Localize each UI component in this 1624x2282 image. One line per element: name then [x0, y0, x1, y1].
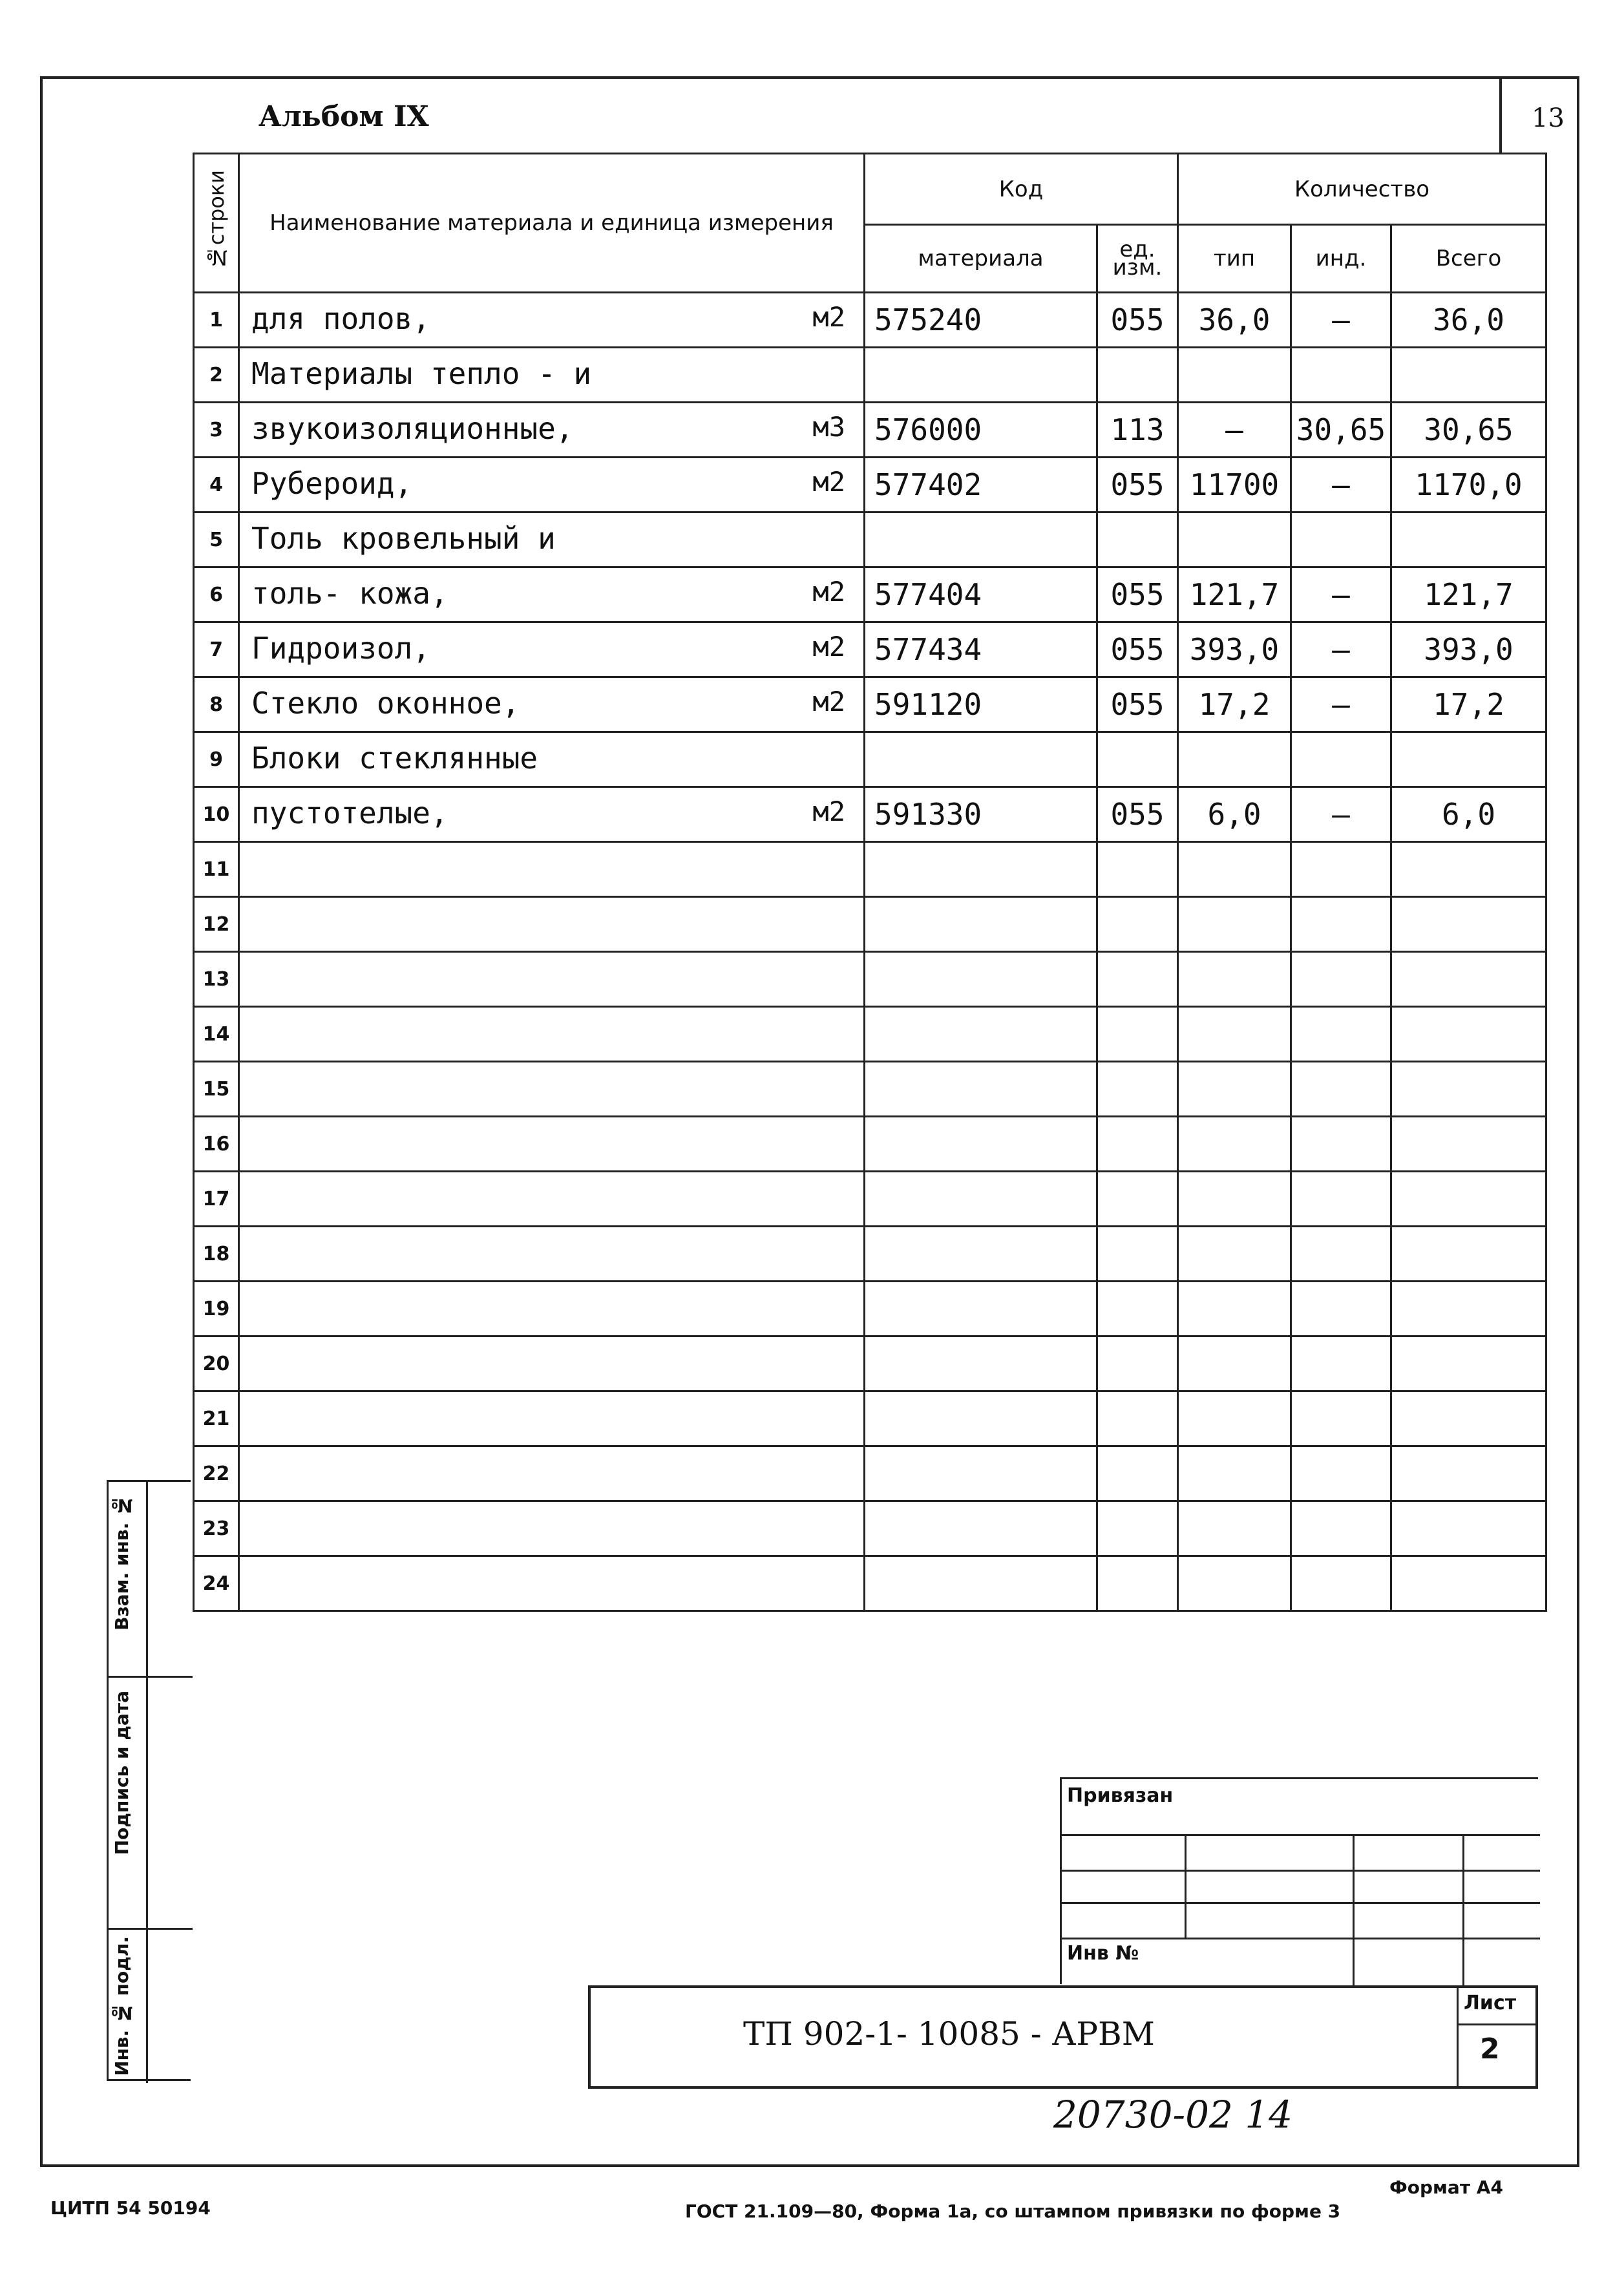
quantity-ind: [1291, 1062, 1391, 1117]
quantity-type: 393,0: [1178, 622, 1291, 677]
quantity-ind: —: [1291, 677, 1391, 732]
table-row: [194, 622, 1546, 677]
material-name-cell: [239, 1117, 865, 1172]
quantity-type: [1178, 1007, 1291, 1062]
quantity-type: [1178, 1391, 1291, 1446]
quantity-type: 6,0: [1178, 787, 1291, 842]
quantity-ind: —: [1291, 293, 1391, 348]
row-number: 1: [194, 293, 239, 348]
row-number: 15: [194, 1062, 239, 1117]
material-name-cell: [239, 1336, 865, 1391]
quantity-total: [1391, 1282, 1546, 1336]
header-q-total: Всего: [1391, 225, 1546, 293]
material-name-cell: [239, 1282, 865, 1336]
table-row: [194, 1062, 1546, 1117]
quantity-ind: [1291, 732, 1391, 787]
row-number: 18: [194, 1227, 239, 1282]
material-name-cell: [239, 403, 865, 458]
material-name: Материалы тепло - и: [251, 356, 592, 391]
material-unit: м2: [812, 796, 845, 827]
header-row-number: №строки: [194, 154, 239, 293]
table-row: [194, 952, 1546, 1007]
material-name-cell: [239, 1062, 865, 1117]
material-name: для полов,: [251, 301, 430, 336]
quantity-ind: —: [1291, 787, 1391, 842]
material-name-cell: [239, 787, 865, 842]
row-number: 9: [194, 732, 239, 787]
quantity-total: [1391, 952, 1546, 1007]
table-row: [194, 458, 1546, 512]
approved-label: Привязан: [1067, 1784, 1174, 1807]
table-row: [194, 842, 1546, 897]
stamp-line: [1062, 1834, 1540, 1836]
row-number: 12: [194, 897, 239, 952]
stamp-line: [1185, 1834, 1186, 1938]
material-unit: м2: [812, 631, 845, 662]
material-code: 591330: [865, 787, 1097, 842]
orig-inv-label: Инв. № подл.: [111, 1936, 132, 2076]
quantity-type: [1178, 732, 1291, 787]
unit-code: [1097, 348, 1178, 403]
header-code: Код: [865, 154, 1178, 225]
material-name-cell: [239, 622, 865, 677]
quantity-type: [1178, 1227, 1291, 1282]
quantity-type: [1178, 1172, 1291, 1227]
row-number: 10: [194, 787, 239, 842]
table-row: [194, 1501, 1546, 1556]
table-row: [194, 1117, 1546, 1172]
row-number: 14: [194, 1007, 239, 1062]
row-number: 21: [194, 1391, 239, 1446]
material-name-cell: [239, 842, 865, 897]
material-name-cell: [239, 1391, 865, 1446]
unit-code: 055: [1097, 293, 1178, 348]
quantity-ind: [1291, 897, 1391, 952]
material-code: [865, 1117, 1097, 1172]
material-unit: м2: [812, 466, 845, 498]
quantity-total: 6,0: [1391, 787, 1546, 842]
unit-code: [1097, 1336, 1178, 1391]
row-number: 17: [194, 1172, 239, 1227]
material-name: Стекло оконное,: [251, 686, 520, 721]
unit-code: [1097, 952, 1178, 1007]
quantity-ind: [1291, 1501, 1391, 1556]
quantity-ind: 30,65: [1291, 403, 1391, 458]
material-name: Толь кровельный и: [251, 521, 556, 556]
table-body: [194, 293, 1546, 1611]
row-number: 11: [194, 842, 239, 897]
quantity-type: [1178, 842, 1291, 897]
material-name-cell: [239, 512, 865, 567]
inv-no-label: Инв №: [1067, 1942, 1139, 1965]
quantity-type: 36,0: [1178, 293, 1291, 348]
stamp-line: [1062, 1870, 1540, 1872]
material-name-cell: [239, 897, 865, 952]
material-name-cell: [239, 1501, 865, 1556]
material-name: толь- кожа,: [251, 576, 448, 611]
format-label: Формат А4: [1389, 2177, 1503, 2198]
album-title: Альбом IX: [258, 100, 429, 133]
table-row: [194, 1391, 1546, 1446]
quantity-total: [1391, 512, 1546, 567]
table-row: [194, 1227, 1546, 1282]
quantity-total: [1391, 348, 1546, 403]
quantity-type: 11700: [1178, 458, 1291, 512]
quantity-total: 36,0: [1391, 293, 1546, 348]
unit-code: 113: [1097, 403, 1178, 458]
quantity-total: [1391, 1172, 1546, 1227]
table-row: [194, 787, 1546, 842]
header-name: Наименование материала и единица измерения: [239, 154, 865, 293]
material-name-cell: [239, 293, 865, 348]
header-quantity: Количество: [1178, 154, 1546, 225]
unit-code: [1097, 1391, 1178, 1446]
row-number: 13: [194, 952, 239, 1007]
quantity-type: [1178, 952, 1291, 1007]
quantity-ind: [1291, 1391, 1391, 1446]
quantity-ind: [1291, 1336, 1391, 1391]
unit-code: [1097, 897, 1178, 952]
quantity-ind: [1291, 1556, 1391, 1611]
sign-date-label: Подпись и дата: [111, 1691, 132, 1855]
quantity-total: 121,7: [1391, 567, 1546, 622]
row-number: 8: [194, 677, 239, 732]
quantity-ind: [1291, 512, 1391, 567]
material-code: [865, 1336, 1097, 1391]
material-unit: м2: [812, 301, 845, 333]
material-code: 577404: [865, 567, 1097, 622]
unit-code: [1097, 1007, 1178, 1062]
quantity-type: 17,2: [1178, 677, 1291, 732]
stamp-line: [1353, 1834, 1355, 1986]
material-code: [865, 952, 1097, 1007]
material-name-cell: [239, 1556, 865, 1611]
sign-date-cell: [109, 1676, 193, 1928]
table-row: [194, 677, 1546, 732]
material-name-cell: [239, 1172, 865, 1227]
table-row: [194, 567, 1546, 622]
row-number: 7: [194, 622, 239, 677]
material-code: [865, 1227, 1097, 1282]
table-row: [194, 348, 1546, 403]
quantity-total: [1391, 897, 1546, 952]
row-number: 4: [194, 458, 239, 512]
quantity-total: [1391, 1391, 1546, 1446]
quantity-type: [1178, 897, 1291, 952]
material-name: пустотелые,: [251, 796, 448, 830]
quantity-total: [1391, 1007, 1546, 1062]
quantity-total: [1391, 1227, 1546, 1282]
material-name: Блоки стеклянные: [251, 741, 538, 776]
quantity-total: [1391, 1556, 1546, 1611]
table-row: [194, 1172, 1546, 1227]
quantity-type: [1178, 1062, 1291, 1117]
unit-code: 055: [1097, 458, 1178, 512]
header-code-material: материала: [865, 225, 1097, 293]
material-code: [865, 1007, 1097, 1062]
material-name-cell: [239, 732, 865, 787]
quantity-type: [1178, 1336, 1291, 1391]
table-row: [194, 732, 1546, 787]
quantity-total: 17,2: [1391, 677, 1546, 732]
unit-code: [1097, 1172, 1178, 1227]
stamp-line: [1062, 1938, 1540, 1939]
material-code: [865, 1282, 1097, 1336]
material-code: 575240: [865, 293, 1097, 348]
material-code: [865, 1172, 1097, 1227]
quantity-ind: [1291, 1446, 1391, 1501]
sheet-number: 2: [1480, 2033, 1500, 2065]
footer-left-code: ЦИТП 54 50194: [50, 2197, 211, 2219]
materials-table: [193, 153, 1547, 1612]
quantity-ind: [1291, 348, 1391, 403]
row-number: 23: [194, 1501, 239, 1556]
left-margin-stamp: [107, 1480, 191, 2081]
row-number: 24: [194, 1556, 239, 1611]
title-block-divider: [1457, 2023, 1538, 2025]
table-row: [194, 512, 1546, 567]
unit-code: [1097, 1227, 1178, 1282]
quantity-total: 1170,0: [1391, 458, 1546, 512]
table-row: [194, 403, 1546, 458]
material-code: 591120: [865, 677, 1097, 732]
unit-code: 055: [1097, 567, 1178, 622]
inventory-number: 20730-02 14: [1053, 2093, 1293, 2137]
material-name-cell: [239, 952, 865, 1007]
quantity-type: [1178, 348, 1291, 403]
material-code: [865, 897, 1097, 952]
quantity-ind: —: [1291, 622, 1391, 677]
quantity-total: [1391, 1117, 1546, 1172]
unit-code: [1097, 1062, 1178, 1117]
quantity-total: [1391, 1501, 1546, 1556]
orig-inv-cell: [109, 1928, 193, 2083]
quantity-ind: —: [1291, 567, 1391, 622]
quantity-type: [1178, 1117, 1291, 1172]
row-number: 16: [194, 1117, 239, 1172]
title-block-divider: [1457, 1988, 1459, 2086]
row-number: 6: [194, 567, 239, 622]
unit-code: [1097, 1282, 1178, 1336]
quantity-total: [1391, 732, 1546, 787]
material-code: 577434: [865, 622, 1097, 677]
table-row: [194, 1336, 1546, 1391]
material-name-cell: [239, 1446, 865, 1501]
table-row: [194, 1556, 1546, 1611]
quantity-type: [1178, 1446, 1291, 1501]
header-q-type: тип: [1178, 225, 1291, 293]
material-code: 576000: [865, 403, 1097, 458]
material-name-cell: [239, 348, 865, 403]
unit-code: 055: [1097, 677, 1178, 732]
unit-code: [1097, 1556, 1178, 1611]
quantity-ind: [1291, 952, 1391, 1007]
row-number: 3: [194, 403, 239, 458]
material-name: звукоизоляционные,: [251, 411, 574, 446]
material-code: [865, 1446, 1097, 1501]
quantity-total: 393,0: [1391, 622, 1546, 677]
quantity-ind: [1291, 1172, 1391, 1227]
material-name: Гидроизол,: [251, 631, 430, 666]
material-name-cell: [239, 458, 865, 512]
material-name: Рубероид,: [251, 466, 413, 501]
unit-code: [1097, 512, 1178, 567]
quantity-total: [1391, 842, 1546, 897]
quantity-total: [1391, 1446, 1546, 1501]
sheet-corner-number: 13: [1532, 103, 1565, 133]
table-row: [194, 1282, 1546, 1336]
material-name-cell: [239, 1227, 865, 1282]
footer-gost: ГОСТ 21.109—80, Форма 1а, со штампом привязки по форме 3: [685, 2201, 1341, 2222]
material-code: 577402: [865, 458, 1097, 512]
row-number: 2: [194, 348, 239, 403]
row-number: 19: [194, 1282, 239, 1336]
replace-inv-label: Взам. инв. №: [111, 1495, 132, 1631]
quantity-total: 30,65: [1391, 403, 1546, 458]
quantity-type: [1178, 1501, 1291, 1556]
row-number: 20: [194, 1336, 239, 1391]
quantity-ind: —: [1291, 458, 1391, 512]
material-code: [865, 348, 1097, 403]
quantity-type: [1178, 512, 1291, 567]
unit-code: [1097, 732, 1178, 787]
material-code: [865, 732, 1097, 787]
material-name-cell: [239, 1007, 865, 1062]
table-row: [194, 1007, 1546, 1062]
material-code: [865, 1391, 1097, 1446]
unit-code: 055: [1097, 787, 1178, 842]
document-code: ТП 902-1- 10085 - АРВМ: [743, 2015, 1155, 2053]
left-stamp-divider: [146, 1482, 148, 2083]
table-row: [194, 293, 1546, 348]
stamp-line: [1462, 1834, 1464, 1986]
stamp-line: [1062, 1902, 1540, 1904]
unit-code: 055: [1097, 622, 1178, 677]
material-name-cell: [239, 677, 865, 732]
quantity-ind: [1291, 842, 1391, 897]
material-code: [865, 1062, 1097, 1117]
material-name-cell: [239, 567, 865, 622]
quantity-ind: [1291, 1007, 1391, 1062]
header-code-unit: ед. изм.: [1097, 225, 1178, 293]
quantity-ind: [1291, 1117, 1391, 1172]
row-number: 5: [194, 512, 239, 567]
unit-code: [1097, 1446, 1178, 1501]
quantity-type: [1178, 1282, 1291, 1336]
material-code: [865, 1556, 1097, 1611]
material-unit: м2: [812, 686, 845, 717]
quantity-ind: [1291, 1282, 1391, 1336]
sheet-label: Лист: [1464, 1992, 1517, 2014]
quantity-type: 121,7: [1178, 567, 1291, 622]
quantity-type: —: [1178, 403, 1291, 458]
material-code: [865, 1501, 1097, 1556]
approval-stamp: [1060, 1777, 1538, 1984]
unit-code: [1097, 842, 1178, 897]
quantity-total: [1391, 1336, 1546, 1391]
material-code: [865, 842, 1097, 897]
unit-code: [1097, 1501, 1178, 1556]
quantity-total: [1391, 1062, 1546, 1117]
quantity-ind: [1291, 1227, 1391, 1282]
material-code: [865, 512, 1097, 567]
replace-inv-cell: [109, 1482, 193, 1676]
unit-code: [1097, 1117, 1178, 1172]
row-number: 22: [194, 1446, 239, 1501]
table-row: [194, 897, 1546, 952]
material-unit: м2: [812, 576, 845, 607]
header-q-ind: инд.: [1291, 225, 1391, 293]
quantity-type: [1178, 1556, 1291, 1611]
table-row: [194, 1446, 1546, 1501]
material-unit: м3: [812, 411, 845, 443]
